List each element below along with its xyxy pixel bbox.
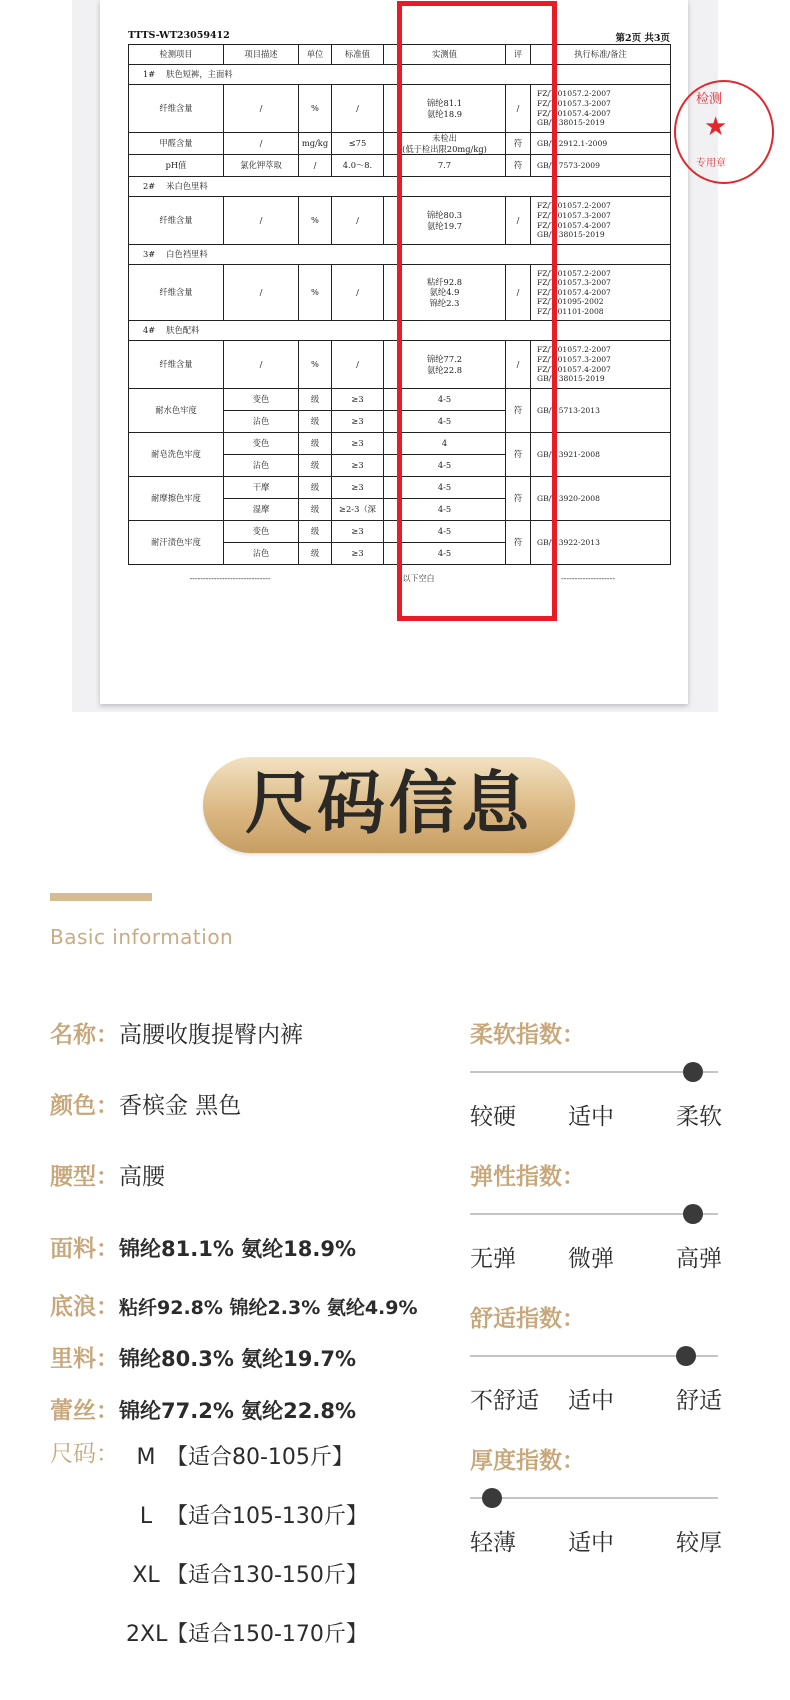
item-cell: pH值: [129, 155, 224, 177]
eval-cell: 符: [506, 477, 531, 521]
std-value-cell: ≥3: [332, 433, 384, 455]
std-value-cell: 4.0～8.: [332, 155, 384, 177]
attr-label: 腰型：: [50, 1164, 119, 1190]
section-title-cell: 2# 米白色里料: [129, 177, 671, 197]
softness-labels: [470, 1098, 722, 1130]
test-results-table: [128, 44, 671, 593]
attr-lining: [50, 1340, 356, 1373]
section-title-cell: 1# 肤色短裤，主面料: [129, 65, 671, 85]
attr-label: 颜色：: [50, 1093, 119, 1119]
star-icon: ★: [704, 112, 728, 142]
unit-cell: 级: [299, 477, 332, 499]
table-row: [129, 389, 671, 411]
unit-cell: 级: [299, 433, 332, 455]
size-range: 【适合105-130斤】: [166, 1504, 368, 1529]
stamp-footer-text: 专用章: [696, 158, 726, 169]
desc-cell: 氯化钾萃取: [224, 155, 299, 177]
comfort-labels: [470, 1382, 722, 1414]
size-range: 【适合80-105斤】: [166, 1445, 354, 1470]
header-cell: 标准值: [332, 45, 384, 65]
inspection-stamp: [674, 80, 774, 184]
header-cell: 评: [506, 45, 531, 65]
index-label: 柔软: [676, 1104, 722, 1130]
standard-cell: GB/T 3920-2008: [531, 477, 671, 521]
size-code: XL: [132, 1563, 160, 1588]
std-value-cell: /: [332, 197, 384, 245]
unit-cell: 级: [299, 411, 332, 433]
measured-cell: 4-5: [384, 389, 506, 411]
measured-cell: 粘纤92.8 氨纶4.9 锦纶2.3: [384, 265, 506, 321]
measured-cell: 未检出 (低于检出限20mg/kg): [384, 133, 506, 155]
attr-label: 尺码：: [50, 1441, 119, 1467]
footer-text: 以下空白: [402, 573, 435, 583]
attr-value: 粘纤92.8% 锦纶2.3% 氨纶4.9%: [119, 1297, 418, 1319]
dash-cell: ------------------------------: [189, 573, 271, 583]
index-title-elasticity: 弹性指数：: [470, 1164, 585, 1190]
footer-row: [129, 565, 671, 593]
report-id: TTTS-WT23059412: [128, 30, 230, 41]
standard-cell: GB/T 7573-2009: [531, 155, 671, 177]
eval-cell: 符: [506, 155, 531, 177]
std-value-cell: ≥3: [332, 389, 384, 411]
softness-track: [470, 1071, 718, 1073]
test-report-paper: [100, 0, 688, 704]
table-header-row: [129, 45, 671, 65]
table-body: [129, 65, 671, 593]
softness-knob: [683, 1062, 703, 1082]
section-title-cell: 4# 肤色配料: [129, 321, 671, 341]
unit-cell: 级: [299, 543, 332, 565]
unit-cell: %: [299, 85, 332, 133]
table-row: [129, 433, 671, 455]
header-cell: 单位: [299, 45, 332, 65]
header-cell: 检测项目: [129, 45, 224, 65]
unit-cell: %: [299, 265, 332, 321]
attr-fabric: [50, 1230, 356, 1263]
standard-cell: GB/T 5713-2013: [531, 389, 671, 433]
eval-cell: 符: [506, 521, 531, 565]
size-row: [126, 1440, 354, 1471]
eval-cell: /: [506, 85, 531, 133]
section-row: [129, 245, 671, 265]
elasticity-knob: [683, 1204, 703, 1224]
desc-cell: 变色: [224, 433, 299, 455]
desc-cell: 变色: [224, 521, 299, 543]
size-code: M: [136, 1445, 156, 1470]
measured-cell: 4-5: [384, 455, 506, 477]
elasticity-labels: [470, 1240, 722, 1272]
table-row: [129, 521, 671, 543]
index-title-thickness: 厚度指数：: [470, 1448, 585, 1474]
size-range: 【适合150-170斤】: [166, 1622, 368, 1647]
report-page-info: 第2页 共3页: [615, 33, 670, 44]
attr-name: [50, 1016, 303, 1049]
desc-cell: 沾色: [224, 455, 299, 477]
table-row: [129, 197, 671, 245]
size-row: [126, 1499, 368, 1530]
section-row: [129, 177, 671, 197]
std-value-cell: ≥3: [332, 411, 384, 433]
attr-color: [50, 1087, 241, 1120]
desc-cell: /: [224, 133, 299, 155]
std-value-cell: ≥3: [332, 543, 384, 565]
standard-cell: GB/T 3921-2008: [531, 433, 671, 477]
thickness-track: [470, 1497, 718, 1499]
measured-cell: 4-5: [384, 521, 506, 543]
index-label: 适中: [568, 1104, 614, 1130]
desc-cell: /: [224, 341, 299, 389]
attr-label: 面料：: [50, 1236, 119, 1262]
section-subtitle: Basic information: [50, 925, 234, 949]
standard-cell: GB/T 3922-2013: [531, 521, 671, 565]
measured-cell: 4-5: [384, 477, 506, 499]
index-label: 适中: [568, 1388, 614, 1414]
unit-cell: %: [299, 341, 332, 389]
std-value-cell: /: [332, 85, 384, 133]
section-row: [129, 321, 671, 341]
attr-label: 里料：: [50, 1346, 119, 1372]
attr-label: 名称：: [50, 1022, 119, 1048]
size-code: 2XL: [126, 1622, 168, 1647]
std-value-cell: /: [332, 265, 384, 321]
size-row: [126, 1617, 368, 1648]
attr-value: 香槟金 黑色: [119, 1093, 242, 1119]
size-range: 【适合130-150斤】: [166, 1563, 368, 1588]
table-row: [129, 477, 671, 499]
table-row: [129, 341, 671, 389]
measured-cell: 7.7: [384, 155, 506, 177]
dash-cell: --------------------: [560, 573, 616, 583]
thickness-knob: [482, 1488, 502, 1508]
measured-cell: 4-5: [384, 411, 506, 433]
item-cell: 纤维含量: [129, 85, 224, 133]
section-title-pill: [203, 757, 575, 853]
index-label: 适中: [568, 1530, 614, 1556]
std-value-cell: /: [332, 341, 384, 389]
measured-cell: 4-5: [384, 499, 506, 521]
standard-cell: FZ/T 01057.2-2007 FZ/T 01057.3-2007 FZ/T 01057.4-2007 GB/T 38015-2019: [531, 341, 671, 389]
measured-cell: 锦纶81.1 氨纶18.9: [384, 85, 506, 133]
attr-value: 锦纶81.1% 氨纶18.9%: [119, 1237, 357, 1261]
attr-value: 锦纶80.3% 氨纶19.7%: [119, 1347, 357, 1371]
desc-cell: 干摩: [224, 477, 299, 499]
std-value-cell: ≥3: [332, 455, 384, 477]
item-cell: 纤维含量: [129, 341, 224, 389]
header-cell: 项目描述: [224, 45, 299, 65]
item-cell: 纤维含量: [129, 265, 224, 321]
table-row: [129, 85, 671, 133]
unit-cell: mg/kg: [299, 133, 332, 155]
section-row: [129, 65, 671, 85]
unit-cell: 级: [299, 455, 332, 477]
elasticity-track: [470, 1213, 718, 1215]
attr-value: 高腰收腹提臀内裤: [119, 1022, 303, 1048]
header-cell: 执行标准/备注: [531, 45, 671, 65]
table-row: [129, 155, 671, 177]
attr-label: 底浪：: [50, 1294, 119, 1320]
measured-cell: 锦纶80.3 氨纶19.7: [384, 197, 506, 245]
index-label: 轻薄: [470, 1530, 516, 1556]
item-cell: 耐水色牢度: [129, 389, 224, 433]
item-cell: 耐皂洗色牢度: [129, 433, 224, 477]
thickness-labels: [470, 1524, 722, 1556]
stamp-text: 检测: [696, 92, 723, 107]
unit-cell: /: [299, 155, 332, 177]
index-label: 无弹: [470, 1246, 516, 1272]
attr-waist: [50, 1158, 165, 1191]
eval-cell: 符: [506, 389, 531, 433]
unit-cell: 级: [299, 521, 332, 543]
attr-lace: [50, 1392, 356, 1425]
desc-cell: 湿摩: [224, 499, 299, 521]
report-header: [128, 30, 670, 44]
desc-cell: /: [224, 85, 299, 133]
attr-label: 蕾丝：: [50, 1398, 119, 1424]
index-title-comfort: 舒适指数：: [470, 1306, 585, 1332]
standard-cell: FZ/T 01057.2-2007 FZ/T 01057.3-2007 FZ/T 01057.4-2007 GB/T 38015-2019: [531, 197, 671, 245]
standard-cell: FZ/T 01057.2-2007 FZ/T 01057.3-2007 FZ/T 01057.4-2007 GB/T 38015-2019: [531, 85, 671, 133]
item-cell: 甲醛含量: [129, 133, 224, 155]
index-label: 不舒适: [470, 1388, 539, 1414]
desc-cell: 变色: [224, 389, 299, 411]
index-label: 微弹: [568, 1246, 614, 1272]
eval-cell: /: [506, 197, 531, 245]
desc-cell: /: [224, 265, 299, 321]
size-code: L: [139, 1504, 153, 1529]
section-title-cell: 3# 白色裆里料: [129, 245, 671, 265]
measured-cell: 4: [384, 433, 506, 455]
standard-cell: GB/T 2912.1-2009: [531, 133, 671, 155]
unit-cell: %: [299, 197, 332, 245]
item-cell: 耐汗渍色牢度: [129, 521, 224, 565]
attr-value: 高腰: [119, 1164, 165, 1190]
item-cell: 耐摩擦色牢度: [129, 477, 224, 521]
desc-cell: /: [224, 197, 299, 245]
desc-cell: 沾色: [224, 543, 299, 565]
unit-cell: 级: [299, 389, 332, 411]
unit-cell: 级: [299, 499, 332, 521]
index-label: 舒适: [676, 1388, 722, 1414]
eval-cell: 符: [506, 433, 531, 477]
comfort-track: [470, 1355, 718, 1357]
attr-gusset: [50, 1288, 418, 1321]
header-cell: 实测值: [384, 45, 506, 65]
table-row: [129, 133, 671, 155]
accent-bar: [50, 893, 152, 901]
attr-value: 锦纶77.2% 氨纶22.8%: [119, 1399, 357, 1423]
index-title-softness: 柔软指数：: [470, 1022, 585, 1048]
eval-cell: 符: [506, 133, 531, 155]
std-value-cell: ≥2-3（深: [332, 499, 384, 521]
measured-cell: 锦纶77.2 氨纶22.8: [384, 341, 506, 389]
table-row: [129, 265, 671, 321]
item-cell: 纤维含量: [129, 197, 224, 245]
std-value-cell: ≥3: [332, 477, 384, 499]
std-value-cell: ≤75: [332, 133, 384, 155]
standard-cell: FZ/T 01057.2-2007 FZ/T 01057.3-2007 FZ/T 01057.4-2007 FZ/T 01095-2002 FZ/T 01101-2008: [531, 265, 671, 321]
index-label: 较硬: [470, 1104, 516, 1130]
eval-cell: /: [506, 341, 531, 389]
index-label: 较厚: [676, 1530, 722, 1556]
section-title: 尺码信息: [244, 765, 533, 844]
measured-cell: 4-5: [384, 543, 506, 565]
std-value-cell: ≥3: [332, 521, 384, 543]
index-label: 高弹: [676, 1246, 722, 1272]
eval-cell: /: [506, 265, 531, 321]
desc-cell: 沾色: [224, 411, 299, 433]
attr-size: [50, 1435, 119, 1468]
size-row: [126, 1558, 368, 1589]
comfort-knob: [676, 1346, 696, 1366]
report-area: [72, 0, 728, 712]
